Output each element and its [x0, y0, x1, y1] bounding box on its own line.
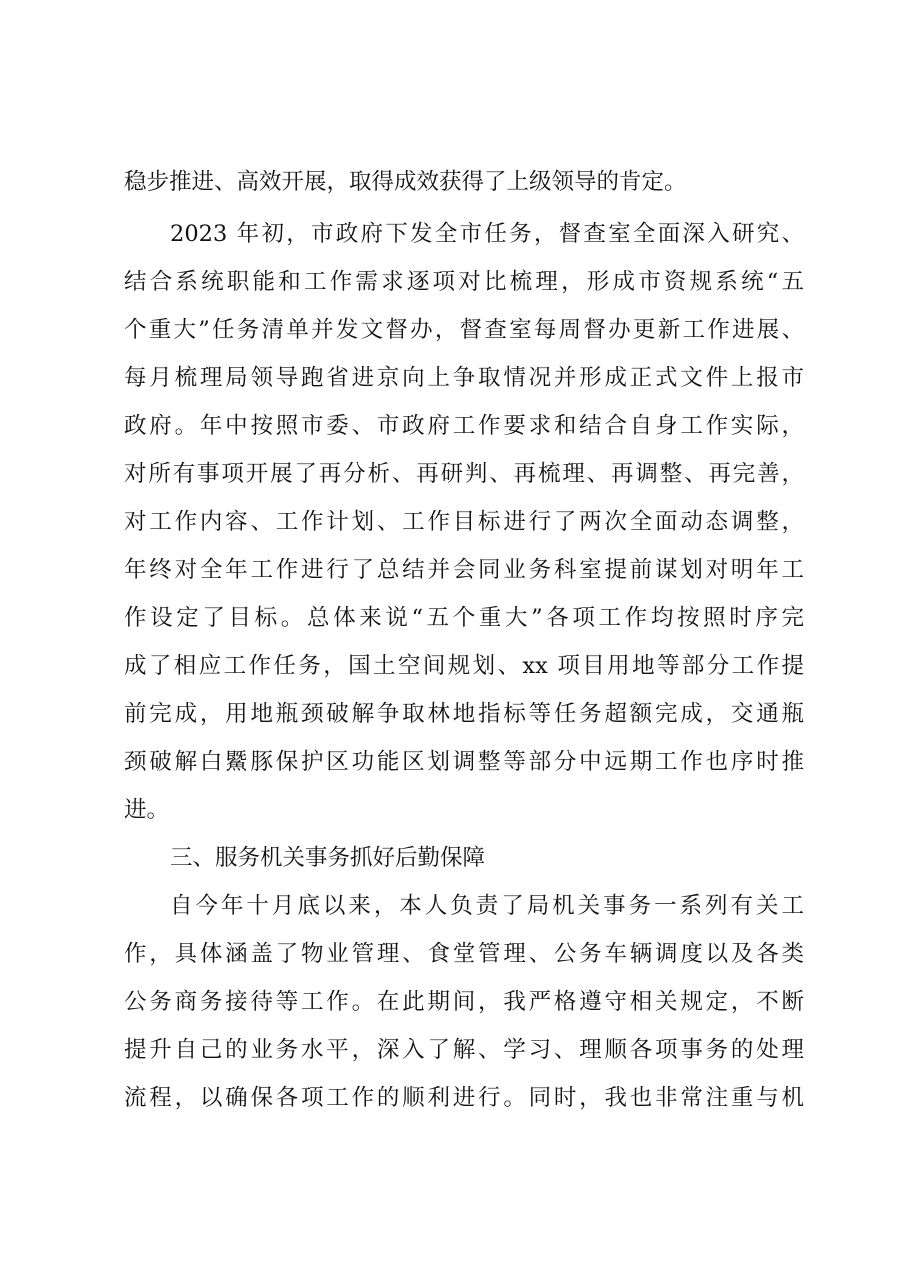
paragraph-3-line-4: 提升自己的业务水平，深入了解、学习、理顺各项事务的处理 [124, 1037, 804, 1063]
paragraph-3-line-2: 作，具体涵盖了物业管理、食堂管理、公务车辆调度以及各类 [124, 941, 804, 967]
paragraph-2-line-13: 进。 [124, 797, 170, 823]
paragraph-2-line-1: 2023 年初，市政府下发全市任务，督查室全面深入研究、 [170, 221, 804, 247]
paragraph-2-line-3: 个重大”任务清单并发文督办，督查室每周督办更新工作进展、 [124, 317, 804, 343]
paragraph-2-line-11: 前完成，用地瓶颈破解争取林地指标等任务超额完成，交通瓶 [124, 701, 804, 727]
paragraph-2-line-9: 作设定了目标。总体来说“五个重大”各项工作均按照时序完 [124, 605, 804, 631]
paragraph-2-line-12: 颈破解白鱀豚保护区功能区划调整等部分中远期工作也序时推 [124, 749, 804, 775]
paragraph-2-line-6: 对所有事项开展了再分析、再研判、再梳理、再调整、再完善， [124, 461, 804, 487]
paragraph-3-line-1: 自今年十月底以来，本人负责了局机关事务一系列有关工 [170, 893, 804, 919]
paragraph-2-line-2: 结合系统职能和工作需求逐项对比梳理，形成市资规系统“五 [124, 269, 804, 295]
paragraph-2-line-4: 每月梳理局领导跑省进京向上争取情况并形成正式文件上报市 [124, 365, 804, 391]
paragraph-2-line-7: 对工作内容、工作计划、工作目标进行了两次全面动态调整， [124, 509, 804, 535]
paragraph-3-line-5: 流程，以确保各项工作的顺利进行。同时，我也非常注重与机 [124, 1085, 804, 1111]
paragraph-2-line-10: 成了相应工作任务，国土空间规划、xx 项目用地等部分工作提 [124, 653, 804, 679]
paragraph-1-line-1: 稳步推进、高效开展，取得成效获得了上级领导的肯定。 [124, 169, 687, 195]
paragraph-2-line-8: 年终对全年工作进行了总结并会同业务科室提前谋划对明年工 [124, 557, 804, 583]
section-heading: 三、服务机关事务抓好后勤保障 [170, 845, 486, 871]
paragraph-2-line-5: 政府。年中按照市委、市政府工作要求和结合自身工作实际， [124, 413, 804, 439]
paragraph-3-line-3: 公务商务接待等工作。在此期间，我严格遵守相关规定，不断 [124, 989, 804, 1015]
